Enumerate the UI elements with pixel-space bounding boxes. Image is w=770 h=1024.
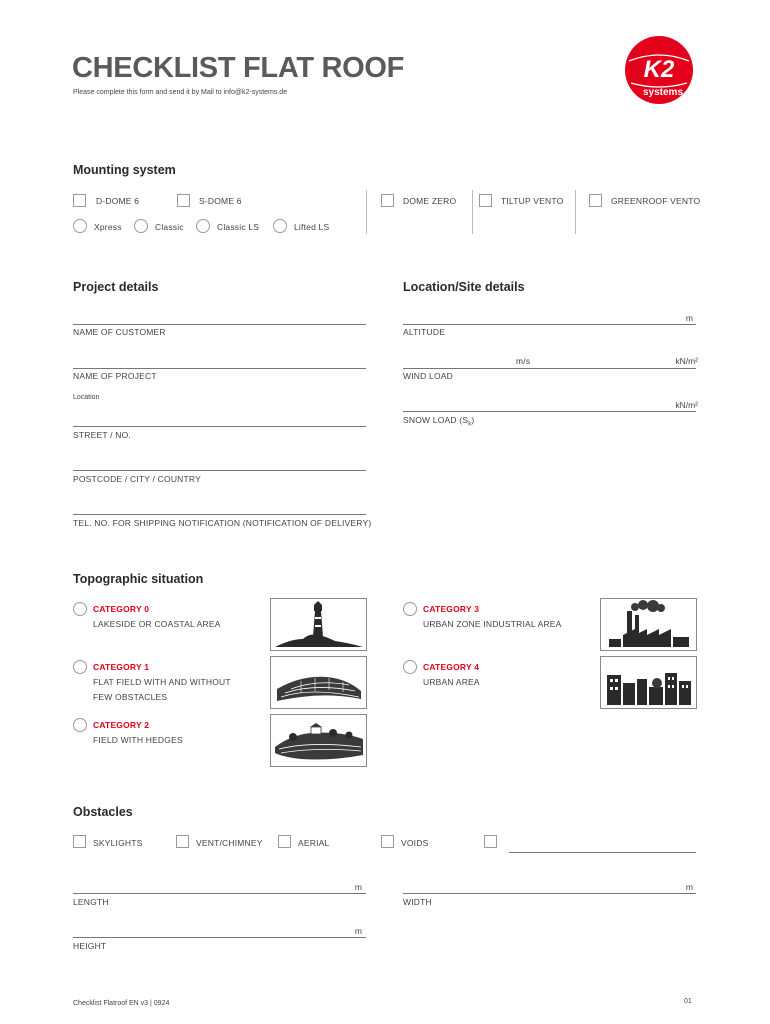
altitude-label: ALTITUDE	[403, 327, 446, 337]
height-input[interactable]	[73, 937, 366, 938]
postcode-label: POSTCODE / CITY / COUNTRY	[73, 474, 201, 484]
radio-label: Classic LS	[217, 222, 260, 232]
logo-systems-text: systems	[642, 87, 684, 98]
radio-label: Lifted LS	[294, 222, 330, 232]
snow-input[interactable]	[403, 411, 696, 412]
checkbox-voids[interactable]	[381, 835, 394, 848]
customer-input[interactable]	[73, 324, 366, 325]
radio-category-3[interactable]	[403, 602, 417, 616]
page-subtitle: Please complete this form and send it by Mail to info@k2-systems.de	[73, 89, 288, 96]
checkbox-label: TILTUP VENTO	[501, 196, 564, 206]
wind-label: WIND LOAD	[403, 371, 453, 381]
wind-unit-speed: m/s	[516, 356, 531, 366]
checkbox-d-dome-6[interactable]	[73, 194, 86, 207]
length-unit: m	[354, 882, 362, 892]
project-heading: Project details	[73, 280, 159, 294]
snow-unit: kN/m²	[675, 400, 698, 410]
radio-label: Xpress	[94, 222, 122, 232]
checkbox-skylights[interactable]	[73, 835, 86, 848]
checkbox-label: DOME ZERO	[403, 196, 457, 206]
category-desc: FEW OBSTACLES	[93, 692, 168, 702]
hedges-icon	[270, 714, 367, 767]
snow-label: SNOW LOAD $(S_k)$	[403, 415, 475, 428]
footer-page-number: 01	[684, 998, 692, 1005]
divider	[575, 190, 576, 234]
divider	[366, 190, 367, 234]
project-label: NAME OF PROJECT	[73, 371, 157, 381]
radio-lifted-ls[interactable]	[273, 219, 287, 233]
checkbox-label: SKYLIGHTS	[93, 838, 143, 848]
category-desc: LAKESIDE OR COASTAL AREA	[93, 619, 221, 629]
radio-label: Classic	[155, 222, 184, 232]
radio-classic-ls[interactable]	[196, 219, 210, 233]
location-label: Location	[73, 394, 100, 401]
street-input[interactable]	[73, 426, 366, 427]
postcode-input[interactable]	[73, 470, 366, 471]
site-heading: Location/Site details	[403, 280, 525, 294]
category-desc: URBAN ZONE INDUSTRIAL AREA	[423, 619, 562, 629]
category-title: CATEGORY 2	[93, 720, 150, 730]
tel-label: TEL. NO. FOR SHIPPING NOTIFICATION (NOTIFICATION OF DELIVERY)	[73, 518, 372, 528]
tel-input[interactable]	[73, 514, 366, 515]
altitude-unit: m	[685, 313, 693, 323]
category-title: CATEGORY 4	[423, 662, 480, 672]
wind-unit-pressure: kN/m²	[675, 356, 698, 366]
topo-heading: Topographic situation	[73, 572, 204, 586]
checkbox-label: S-DOME 6	[199, 196, 242, 206]
category-desc: FIELD WITH HEDGES	[93, 735, 183, 745]
width-input[interactable]	[403, 893, 696, 894]
checkbox-label: AERIAL	[298, 838, 330, 848]
category-desc: URBAN AREA	[423, 677, 480, 687]
checkbox-tiltup-vento[interactable]	[479, 194, 492, 207]
radio-category-2[interactable]	[73, 718, 87, 732]
project-input[interactable]	[73, 368, 366, 369]
field-icon	[270, 656, 367, 709]
radio-category-1[interactable]	[73, 660, 87, 674]
length-label: LENGTH	[73, 897, 109, 907]
width-unit: m	[685, 882, 693, 892]
radio-category-0[interactable]	[73, 602, 87, 616]
wind-input[interactable]	[403, 368, 696, 369]
radio-classic[interactable]	[134, 219, 148, 233]
checkbox-label: VENT/CHIMNEY	[196, 838, 263, 848]
category-desc: FLAT FIELD WITH AND WITHOUT	[93, 677, 231, 687]
checkbox-dome-zero[interactable]	[381, 194, 394, 207]
factory-icon	[600, 598, 697, 651]
street-label: STREET / NO.	[73, 430, 131, 440]
other-input[interactable]	[509, 852, 696, 853]
logo-k2-text: K2	[643, 56, 675, 83]
altitude-input[interactable]	[403, 324, 696, 325]
divider	[472, 190, 473, 234]
obstacles-heading: Obstacles	[73, 805, 133, 819]
radio-xpress[interactable]	[73, 219, 87, 233]
checkbox-s-dome-6[interactable]	[177, 194, 190, 207]
page-title: CHECKLIST FLAT ROOF	[72, 52, 405, 84]
checkbox-greenroof-vento[interactable]	[589, 194, 602, 207]
width-label: WIDTH	[403, 897, 432, 907]
checkbox-aerial[interactable]	[278, 835, 291, 848]
checkbox-other[interactable]	[484, 835, 497, 848]
category-title: CATEGORY 3	[423, 604, 480, 614]
height-label: HEIGHT	[73, 941, 107, 951]
lighthouse-icon	[270, 598, 367, 651]
radio-category-4[interactable]	[403, 660, 417, 674]
length-input[interactable]	[73, 893, 366, 894]
checkbox-label: D-DOME 6	[96, 196, 140, 206]
category-title: CATEGORY 0	[93, 604, 150, 614]
mounting-heading: Mounting system	[73, 163, 176, 177]
category-title: CATEGORY 1	[93, 662, 150, 672]
k2-logo	[621, 35, 697, 105]
checkbox-label: VOIDS	[401, 838, 429, 848]
checkbox-label: GREENROOF VENTO	[611, 196, 701, 206]
checkbox-vent-chimney[interactable]	[176, 835, 189, 848]
footer-doc-id: Checklist Flatroof EN v3 | 0924	[73, 1000, 170, 1007]
city-icon	[600, 656, 697, 709]
customer-label: NAME OF CUSTOMER	[73, 327, 166, 337]
height-unit: m	[354, 926, 362, 936]
